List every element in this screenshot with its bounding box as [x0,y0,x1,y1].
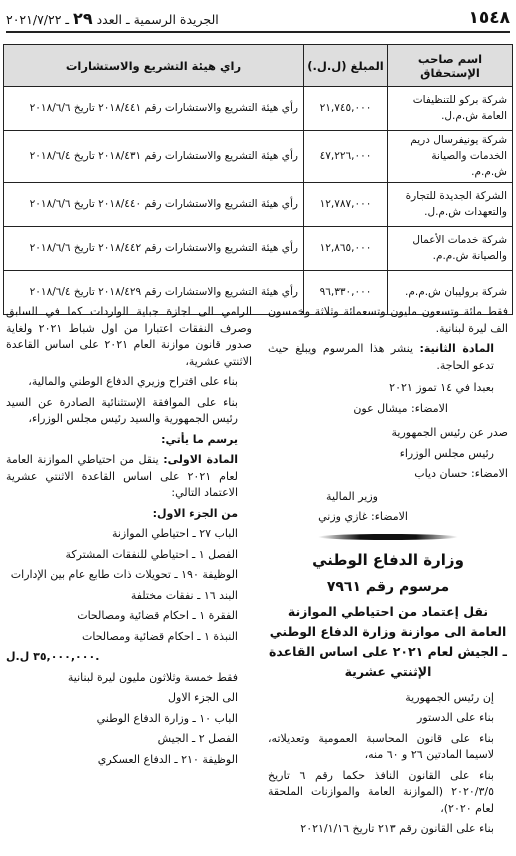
page-header [6,5,510,33]
cell-amount: ٢١,٧٤٥,٠٠٠ [304,87,388,131]
ministry-title: وزارة الدفاع الوطني [312,550,464,569]
cell-amount: ١٢,٧٨٧,٠٠٠ [304,183,388,227]
cell-opinion: رأي هيئة التشريع والاستشارات رقم ٢٠١٨/٤٤٠ تاريخ ٢٠١٨/٦/٦ [4,183,304,227]
article-two-text: ينشر هذا المرسوم ويبلغ حيث تدعو الحاجة. [268,342,494,372]
cell-beneficiary: شركة خدمات الأعمال والصيانة ش.م.م. [388,227,513,271]
right-column [268,304,508,842]
decrees-line: يرسم ما يأتي: [161,432,238,446]
signature-president: الامضاء: ميشال عون [353,401,448,415]
cell-opinion: رأي هيئة التشريع والاستشارات رقم ٢٠١٨/٤٤٢ تاريخ ٢٠١٨/٦/٦ [4,227,304,271]
approval-line: بناء على الموافقة الإستثنائية الصادرة عن السيد رئيس الجمهورية والسيد رئيس مجلس الوزراء، [6,395,238,425]
left-column [6,304,252,772]
cell-amount: ٤٧,٢٢٦,٠٠٠ [304,131,388,183]
cell-amount: ١٢,٨٦٥,٠٠٠ [304,227,388,271]
section-line: الفصل ١ ـ احتياطي للنفقات المشتركة [65,547,238,561]
article-one-text: ينقل من احتياطي الموازنة العامة لعام ٢٠٢١ على اساس القاعدة الاثنتي عشرية الاعتماد التالي: [6,453,238,499]
signature-pm: الامضاء: حسان دياب [414,467,508,480]
table-row [4,183,513,227]
article-one-title: المادة الاولى: [163,453,238,466]
accounting-law-line: بناء على قانون المحاسبة العمومية وتعديلاته، لاسيما المادتين ٢٦ و ٦٠ منه، [268,731,494,762]
fm-title: وزير المالية [326,489,378,503]
gazette-name: الجريدة الرسمية ـ العدد [96,12,219,27]
gazette-title [6,9,219,28]
cell-opinion: رأي هيئة التشريع والاستشارات رقم ٢٠١٨/٤٤١ تاريخ ٢٠١٨/٦/٦ [4,87,304,131]
item-line: البند ١٦ ـ نفقات مختلفة [130,588,238,602]
subparagraph-line: النبذة ١ ـ احكام قضائية ومصالحات [82,629,238,643]
article-two-title: المادة الثانية: [419,342,494,355]
issue-number: ٢٩ [73,9,93,28]
chapter-line: الباب ٢٧ ـ احتياطي الموازنة [111,527,238,540]
article-one [6,452,252,502]
to-part: الى الجزء الاول [168,691,238,704]
to-section: الفصل ٢ ـ الجيش [157,732,238,745]
decree-number: مرسوم رقم ٧٩٦١ [326,578,450,595]
law-six-line: بناء على القانون النافذ حكما رقم ٦ تاريخ ٢٠٢٠/٣/٥ (الموازنة العامة والموازنات الملحقة لعام ٢٠٢٠)، [268,768,494,815]
issued-by: صدر عن رئيس الجمهورية [391,426,508,439]
table-row [4,227,513,271]
cell-opinion: رأي هيئة التشريع والاستشارات رقم ٢٠١٨/٤٣١ تاريخ ٢٠١٨/٦/٤ [4,131,304,183]
col-amount: المبلغ (ل.ل.) [304,45,388,87]
article-two [268,341,508,374]
amount-in-words: فقط مائة وتسعون مليون وتسعمائة وثلاثة وخمسون الف ليرة لبنانية. [268,305,508,335]
cell-beneficiary: شركة يونيفرسال دريم الخدمات والصيانة ش.م.م. [388,131,513,183]
pm-title: رئيس مجلس الوزراء [399,446,494,460]
proposal-line: بناء على اقتراح وزيري الدفاع الوطني والمالية، [28,375,238,388]
cell-beneficiary: شركة بركو للتنظيفات العامة ش.م.ل. [388,87,513,131]
table-row [4,131,513,183]
separator-ornament [318,534,458,540]
beneficiaries-table [3,44,513,315]
law-213-line: بناء على القانون رقم ٢١٣ تاريخ ٢٠٢١/١/١٦ [300,822,494,836]
to-function: الوظيفة ٢١٠ ـ الدفاع العسكري [97,752,238,766]
president-line: إن رئيس الجمهورية [405,690,494,704]
col-beneficiary: اسم صاحب الإستحقاق [388,45,513,87]
cell-amount: ٩٦,٣٣٠,٠٠٠ [304,271,388,315]
place-date: بعبدا في ١٤ تموز ٢٠٢١ [389,381,494,394]
decree-subject: نقل إعتماد من احتياطي الموازنة العامة الى موازنة وزارة الدفاع الوطني ـ الجيش لعام ٢٠٢١ على اساس القاعدة الإثنتي عشرية [269,603,507,679]
cell-beneficiary: الشركة الجديدة للتجارة والتعهدات ش.م.ل. [388,183,513,227]
law-purpose: الرامي الى اجازة جباية الواردات كما في السابق وصرف النفقات اعتبارا من اول شباط ٢٠٢١ ولغاية صدور قانون موازنة العام ٢٠٢١ على اساس القاعدة الاثنتي عشرية، [6,305,252,368]
cell-opinion: رأي هيئة التشريع والاستشارات رقم ٢٠١٨/٤٢٩ تاريخ ٢٠١٨/٦/٤ [4,271,304,315]
transfer-amount: ٣٥,٠٠٠,٠٠٠ ل.ل. [6,650,100,663]
page-number: ١٥٤٨ [468,8,510,28]
cell-beneficiary: شركة بروليبان ش.م.م. [388,271,513,315]
from-part: من الجزء الاول: [152,506,238,520]
function-line: الوظيفة ١٩٠ ـ تحويلات ذات طابع عام بين الإدارات [10,568,238,581]
paragraph-line: الفقرة ١ ـ احكام قضائية ومصالحات [77,609,238,622]
table-header-row [4,45,513,87]
issue-date: ـ ٢٠٢١/٧/٢٢ [6,12,70,27]
constitution-line: بناء على الدستور [417,711,494,725]
to-chapter: الباب ١٠ ـ وزارة الدفاع الوطني [96,711,238,725]
table-row [4,87,513,131]
amount-words: فقط خمسة وثلاثون مليون ليرة لبنانية [67,670,238,684]
col-opinion: راي هيئة التشريع والاستشارات [4,45,304,87]
signature-fm: الامضاء: غازي وزني [318,510,408,523]
